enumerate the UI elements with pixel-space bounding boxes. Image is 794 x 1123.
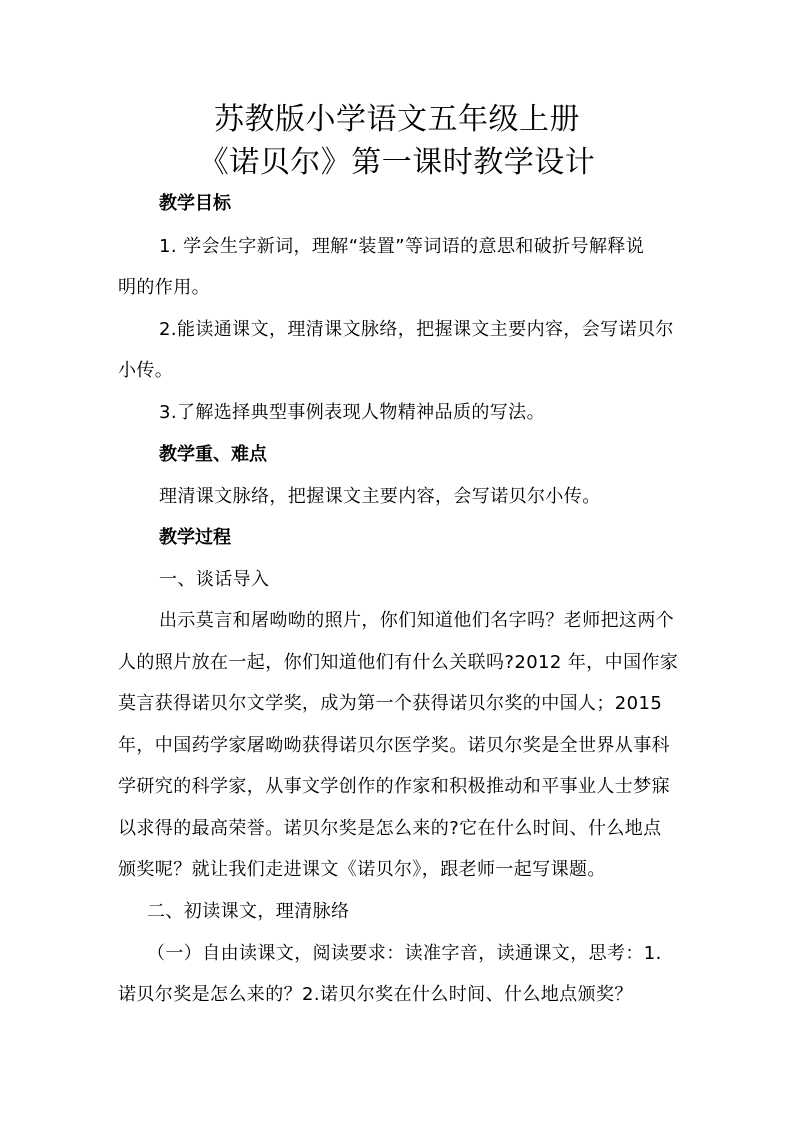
goal-1-line-1: 1. 学会生字新词，理解“装置”等词语的意思和破折号解释说 xyxy=(159,236,645,257)
goal-1-line-2: 明的作用。 xyxy=(118,277,210,298)
part-2-title: 二、初读课文，理清脉络 xyxy=(147,901,350,922)
part-2-paragraph-line-1: （一）自由读课文，阅读要求：读准字音，读通课文，思考：1. xyxy=(147,943,662,964)
part-1-paragraph-line-4: 年，中国药学家屠呦呦获得诺贝尔医学奖。诺贝尔奖是全世界从事科 xyxy=(118,735,670,756)
part-1-paragraph-line-3: 莫言获得诺贝尔文学奖，成为第一个获得诺贝尔奖的中国人；2015 xyxy=(118,693,663,714)
heading-teaching-process: 教学过程 xyxy=(159,527,231,548)
key-difficult-text: 理清课文脉络，把握课文主要内容，会写诺贝尔小传。 xyxy=(159,486,601,507)
part-1-paragraph-line-6: 以求得的最高荣誉。诺贝尔奖是怎么来的?它在什么时间、什么地点 xyxy=(118,818,662,839)
part-1-paragraph-line-5: 学研究的科学家，从事文学创作的作家和积极推动和平事业人士梦寐 xyxy=(118,776,670,797)
part-1-paragraph-line-7: 颁奖呢？就让我们走进课文《诺贝尔》，跟老师一起写课题。 xyxy=(118,859,606,880)
part-1-paragraph-line-1: 出示莫言和屠呦呦的照片，你们知道他们名字吗？老师把这两个 xyxy=(159,610,675,631)
part-1-paragraph-line-2: 人的照片放在一起，你们知道他们有什么关联吗?2012 年，中国作家 xyxy=(118,652,679,673)
goal-2-line-1: 2.能读通课文，理清课文脉络，把握课文主要内容，会写诺贝尔 xyxy=(159,319,674,340)
heading-teaching-goals: 教学目标 xyxy=(159,193,231,214)
part-1-title: 一、谈话导入 xyxy=(159,569,270,590)
goal-2-line-2: 小传。 xyxy=(118,360,174,381)
heading-key-difficult: 教学重、难点 xyxy=(159,444,267,465)
part-2-paragraph-line-2: 诺贝尔奖是怎么来的？2.诺贝尔奖在什么时间、什么地点颁奖？ xyxy=(118,984,633,1005)
goal-3-line-1: 3.了解选择典型事例表现人物精神品质的写法。 xyxy=(159,402,545,423)
document-title-line2: 《诺贝尔》第一课时教学设计 xyxy=(198,145,596,180)
document-title-line1: 苏教版小学语文五年级上册 xyxy=(214,102,580,137)
